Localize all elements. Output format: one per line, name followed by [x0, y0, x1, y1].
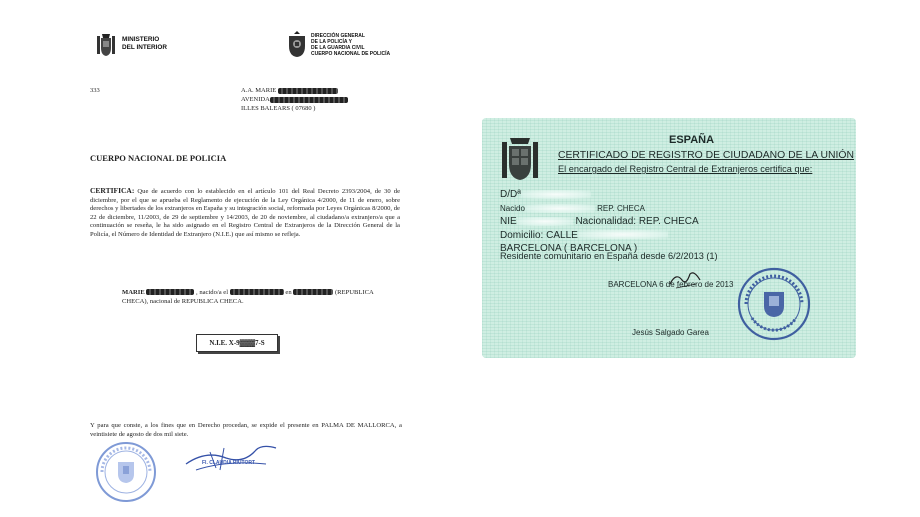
born-label: Nacido: [500, 203, 525, 213]
address-line-1: A.A. MARIE: [241, 87, 277, 94]
ministry-label: MINISTERIO DEL INTERIOR: [122, 36, 167, 51]
redaction-mark: [270, 97, 348, 103]
name-label: D/Dª: [500, 189, 521, 200]
nie-number-box: N.I.E. X-9▓▓▓7-S: [196, 334, 278, 352]
address-line-2: AVENIDA: [241, 96, 270, 103]
coat-of-arms-icon: [95, 32, 117, 58]
letter-heading: CUERPO NACIONAL DE POLICIA: [90, 153, 227, 163]
certificate-subtitle: El encargado del Registro Central de Extranjeros certifica que:: [558, 164, 813, 174]
reference-number: 333: [90, 87, 100, 94]
coat-of-arms-icon: [500, 134, 540, 184]
person-name: MARIE: [122, 289, 145, 296]
official-stamp-icon: [94, 440, 158, 504]
redaction-mark: [278, 88, 338, 94]
signer-name: Jesús Salgado Garea: [632, 328, 709, 337]
city: BARCELONA ( BARCELONA ): [500, 243, 638, 254]
place-date: BARCELONA 6 de febrero de 2013: [608, 280, 734, 289]
redaction-mark: [230, 289, 284, 295]
redaction-mark: [146, 289, 194, 295]
closing-paragraph: Y para que conste, a los fines que en Derecho procedan, se expide el presente en PALMA DE MALLORCA, a veintisiete de agosto de dos mil siete.: [90, 422, 402, 438]
police-crest-icon: [286, 30, 308, 58]
nationality: Nacionalidad: REP. CHECA: [575, 216, 699, 227]
address-label: Domicilio: CALLE: [500, 229, 578, 241]
born-value: REP. CHECA: [597, 203, 646, 213]
redaction-mark: [517, 217, 573, 226]
certifica-text: Que de acuerdo con lo establecido en el artículo 101 del Real Decreto 2393/2004, de 30 de diciembre, por el que se aprueba el Reglamento de ejecución de la Ley Orgánica 4/2000, de 11 de enero, sobre derechos y libertades de los extranjeros en España y su integración social, reformada por Leyes Orgánicas 8/2000, de 22 de diciembre, 11/2003, de 29 de septiembre y 14/2003, de 20 de noviembre, al ciudadano/a extranjero/a que a continuación se reseña, le ha sido asignado en el Registro Central de Extranjeros de la Dirección General de la Policía, el Número de Identidad de Extranjero (N.I.E.) que así mismo se refleja.: [90, 188, 401, 238]
person-country: (REPUBLICA: [334, 289, 374, 296]
person-nationality: CHECA), nacional de REPUBLICA CHECA.: [122, 297, 244, 305]
eu-citizen-certificate-card: [482, 118, 856, 358]
holder-fields: [500, 188, 699, 256]
person-details: [122, 289, 384, 306]
signature-name: Fl. CLAUDIA RIUTORT: [202, 460, 256, 466]
signature-icon: [180, 440, 284, 476]
address-line-3: ILLES BALEARS ( 07680 ): [241, 105, 316, 112]
redaction-mark: [521, 190, 591, 199]
certifica-label: CERTIFICA:: [90, 186, 135, 195]
person-born: , nacido/a el: [196, 289, 229, 296]
nie-label: NIE: [500, 216, 517, 227]
recipient-address: [241, 86, 348, 113]
person-in: en: [285, 289, 292, 296]
official-stamp-icon: [736, 266, 812, 342]
certificate-title: CERTIFICADO DE REGISTRO DE CIUDADANO DE LA UNIÓN: [558, 150, 854, 161]
directorate-label: DIRECCIÓN GENERAL DE LA POLICÍA Y DE LA GUARDIA CIVIL CUERPO NACIONAL DE POLICÍA: [311, 33, 391, 57]
letter-document: [0, 0, 450, 517]
redaction-mark: [525, 204, 595, 213]
certification-paragraph: [90, 187, 400, 240]
resident-since: Residente comunitario en España desde 6/2/2013 (1): [500, 251, 718, 261]
redaction-mark: [578, 230, 668, 239]
redaction-mark: [293, 289, 333, 295]
country-title: ESPAÑA: [669, 134, 715, 146]
